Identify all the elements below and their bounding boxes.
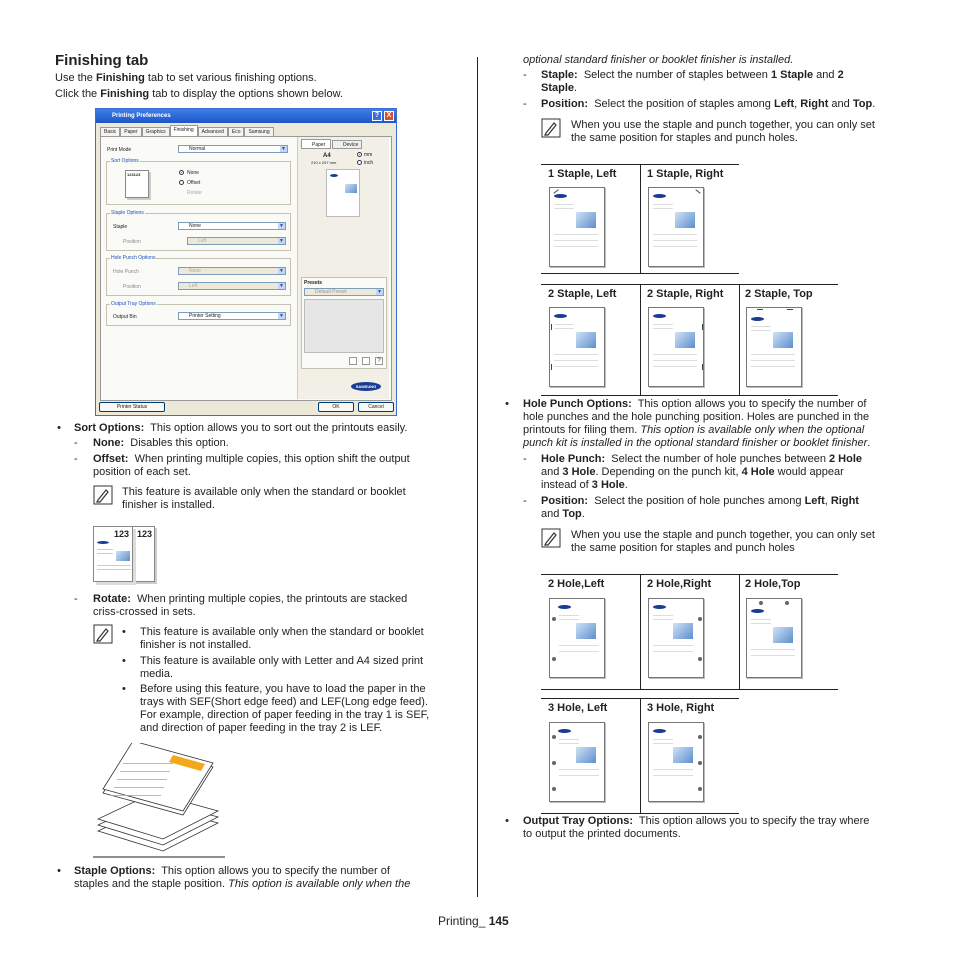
staple-select[interactable]: None ▼ — [178, 222, 286, 230]
chevron-down-icon: ▼ — [279, 283, 284, 289]
staple-label: Staple — [113, 224, 128, 230]
output-tray-options-group — [106, 301, 291, 326]
output-bin-label: Output Bin — [113, 314, 137, 320]
none-item: - — [74, 437, 78, 449]
staple-position-text: Position: Select the position of staples among Left, Right and Top. — [541, 98, 876, 110]
unit-mm-label: mm — [364, 152, 373, 158]
rotate-illustration — [93, 743, 225, 858]
hole-punch-label: Hole Punch — [113, 269, 139, 275]
unit-mm-radio[interactable] — [357, 152, 362, 157]
table-rule — [541, 813, 739, 814]
hole-punch-options-group — [106, 255, 291, 296]
sort-rotate-label: Rotate — [187, 190, 202, 196]
bullet: • — [57, 865, 61, 877]
unit-inch-label: inch — [364, 160, 374, 166]
staple-count-text: Staple: Select the number of staples between 1 Staple and 2 Staple. — [541, 69, 844, 94]
dialog-body — [100, 136, 392, 401]
hole-position-select[interactable]: Left ▼ — [178, 282, 286, 290]
page-2-staple-right — [648, 307, 704, 387]
staple-options-group-label: Staple Options — [111, 210, 144, 216]
hole-position-label: Position — [123, 284, 141, 290]
bullet: • — [122, 655, 126, 667]
note-rotate-1: This feature is available only when the standard or booklet finisher is not installed. — [140, 626, 424, 651]
note-offset: This feature is available only when the standard or booklet finisher is installed. — [122, 486, 406, 511]
dash: - — [523, 69, 527, 81]
tab-strip — [100, 127, 274, 136]
hole-punch-group-label: Hole Punch Options — [111, 255, 156, 261]
offset-page-front: 123 — [93, 526, 133, 582]
header-2-hole-right: 2 Hole,Right — [647, 578, 712, 590]
note-staple-punch: When you use the staple and punch together, you can only set the same position for staples and punch holes. — [571, 119, 875, 144]
note-icon — [93, 624, 113, 644]
bullet: • — [122, 626, 126, 638]
table-rule — [541, 689, 838, 690]
cancel-button[interactable]: Cancel — [358, 402, 394, 412]
table-rule — [541, 395, 838, 396]
note-icon — [93, 485, 113, 505]
table-rule — [541, 284, 838, 285]
rotate-item: - — [74, 593, 78, 605]
close-button[interactable]: X — [384, 111, 394, 121]
header-1-staple-left: 1 Staple, Left — [548, 168, 617, 180]
header-2-hole-left: 2 Hole,Left — [548, 578, 605, 590]
presets-group — [301, 277, 387, 369]
printer-status-button[interactable]: Printer Status — [99, 402, 165, 412]
header-2-staple-left: 2 Staple, Left — [548, 288, 617, 300]
note-rotate-2: This feature is available only with Letter and A4 sized print media. — [140, 655, 424, 680]
header-1-staple-right: 1 Staple, Right — [647, 168, 724, 180]
bullet: • — [122, 683, 126, 695]
dash: - — [523, 495, 527, 507]
header-3-hole-left: 3 Hole, Left — [548, 702, 608, 714]
intro-line-2: Click the Finishing tab to display the options shown below. — [55, 88, 343, 100]
page-2-hole-left — [549, 598, 605, 678]
sort-offset-label: Offset — [187, 180, 201, 186]
note-icon — [541, 528, 561, 548]
chevron-down-icon: ▼ — [279, 238, 284, 244]
tab-preview-device[interactable]: Device — [332, 140, 362, 149]
rotate-text: Rotate: When printing multiple copies, the printouts are stacked criss-crossed in sets. — [93, 593, 408, 618]
tab-paper[interactable]: Paper — [120, 127, 141, 136]
print-mode-select[interactable]: Normal ▼ — [178, 145, 288, 153]
intro-line-1: Use the Finishing tab to set various finishing options. — [55, 72, 317, 84]
hole-punch-select[interactable]: None ▼ — [178, 267, 286, 275]
table-rule — [541, 574, 838, 575]
staple-position-select[interactable]: Left ▼ — [187, 237, 286, 245]
offset-text: Offset: When printing multiple copies, this option shift the output position of each set. — [93, 453, 410, 478]
page-2-hole-right — [648, 598, 704, 678]
paper-dims-label: 210 x 297 mm — [311, 160, 337, 165]
offset-illustration — [93, 522, 163, 592]
chevron-down-icon: ▼ — [377, 289, 382, 295]
page-1-staple-right — [648, 187, 704, 267]
column-divider — [477, 57, 478, 897]
table-vrule — [640, 164, 641, 274]
help-button[interactable]: ? — [372, 111, 382, 121]
chevron-down-icon: ▼ — [281, 146, 286, 152]
output-bin-select[interactable]: Printer Setting ▼ — [178, 312, 286, 320]
printing-preferences-dialog — [95, 108, 397, 416]
offset-page-back: 123 — [115, 526, 155, 582]
table-vrule — [739, 574, 740, 689]
header-2-staple-top: 2 Staple, Top — [745, 288, 813, 300]
samsung-logo: SAMSUNG — [351, 382, 381, 391]
page-footer: Printing_ 145 — [438, 914, 509, 928]
sort-none-label: None — [187, 170, 199, 176]
chevron-down-icon: ▼ — [279, 313, 284, 319]
dash: - — [523, 98, 527, 110]
sort-none-radio[interactable] — [179, 170, 184, 175]
header-2-staple-right: 2 Staple, Right — [647, 288, 724, 300]
dialog-title: Printing Preferences — [112, 113, 171, 119]
preview-pane — [297, 137, 389, 399]
bullet: • — [505, 398, 509, 410]
dialog-titlebar — [96, 109, 396, 123]
chevron-down-icon: ▼ — [279, 268, 284, 274]
page-1-staple-left — [549, 187, 605, 267]
sort-offset-radio[interactable] — [179, 180, 184, 185]
header-2-hole-top: 2 Hole,Top — [745, 578, 801, 590]
bullet: • — [57, 422, 61, 434]
delete-preset-icon[interactable] — [362, 357, 370, 365]
presets-label: Presets — [304, 280, 323, 286]
presets-list[interactable] — [304, 299, 384, 353]
page-2-staple-left — [549, 307, 605, 387]
table-vrule — [640, 574, 641, 689]
page-2-staple-top — [746, 307, 802, 387]
dash: - — [523, 453, 527, 465]
note-icon — [541, 118, 561, 138]
hole-punch-count-text: Hole Punch: Select the number of hole punches between 2 Hole and 3 Hole. Depending on the punch kit, 4 Hole would appear instead of 3 Hole. — [541, 453, 863, 491]
staple-position-label: Position — [123, 239, 141, 245]
tab-eco[interactable]: Eco — [228, 127, 245, 136]
section-title: Finishing tab — [55, 52, 149, 69]
header-3-hole-right: 3 Hole, Right — [647, 702, 715, 714]
tab-advanced[interactable]: Advanced — [198, 127, 228, 136]
tab-basic[interactable]: Basic — [100, 127, 120, 136]
hole-position-text: Position: Select the position of hole punches among Left, Right and Top. — [541, 495, 859, 520]
unit-inch-radio[interactable] — [357, 160, 362, 165]
chevron-down-icon: ▼ — [279, 223, 284, 229]
page-3-hole-left — [549, 722, 605, 802]
sort-options-group — [106, 158, 291, 205]
staple-options-text: Staple Options: This option allows you to specify the number of staples and the staple position. This option is available only when the — [74, 865, 411, 890]
staple-options-group — [106, 210, 291, 251]
output-tray-options-text: Output Tray Options: This option allows you to specify the tray where to output the printed documents. — [523, 815, 870, 840]
output-tray-group-label: Output Tray Options — [111, 301, 156, 307]
print-mode-label: Print Mode — [107, 147, 132, 153]
page-2-hole-top — [746, 598, 802, 678]
paper-size-label: A4 — [323, 153, 331, 159]
bullet: • — [505, 815, 509, 827]
presets-select[interactable]: Default Preset ▼ — [304, 288, 384, 296]
table-vrule — [640, 698, 641, 813]
tab-graphics[interactable]: Graphics — [142, 127, 170, 136]
continued-text: optional standard finisher or booklet finisher is installed. — [523, 54, 794, 66]
none-text: None: Disables this option. — [93, 437, 229, 449]
save-preset-icon[interactable] — [349, 357, 357, 365]
note-staple-punch-2: When you use the staple and punch together, you can only set the same position for staples and punch holes — [571, 529, 875, 554]
tab-finishing[interactable]: Finishing — [170, 125, 198, 136]
paper-preview-image — [326, 169, 360, 217]
page-3-hole-right — [648, 722, 704, 802]
table-vrule — [739, 284, 740, 395]
sort-options-group-label: Sort Options — [111, 158, 139, 164]
sort-options-text: Sort Options: This option allows you to sort out the printouts easily. — [74, 422, 408, 434]
tab-samsung[interactable]: Samsung — [244, 127, 273, 136]
ok-button[interactable]: OK — [318, 402, 354, 412]
tab-preview-paper[interactable]: Paper — [301, 139, 331, 149]
offset-item: - — [74, 453, 78, 465]
sort-preview-image: 123123 — [125, 170, 149, 198]
help-icon[interactable]: ? — [375, 357, 383, 365]
note-rotate-3: Before using this feature, you have to load the paper in the trays with SEF(Short edge feed) and LEF(Long edge feed). For example, direction of paper feeding in the tray 1 is SEF, and direction of paper feeding in the tray 2 is LEF. — [140, 683, 430, 734]
table-vrule — [640, 284, 641, 395]
hole-punch-options-text: Hole Punch Options: This option allows you to specify the number of hole punches and the hole punching position. Holes are punched in the printouts for filing them. This option is available only when the optional punch kit is installed in the optional standard finisher or booklet finisher. — [523, 398, 871, 449]
